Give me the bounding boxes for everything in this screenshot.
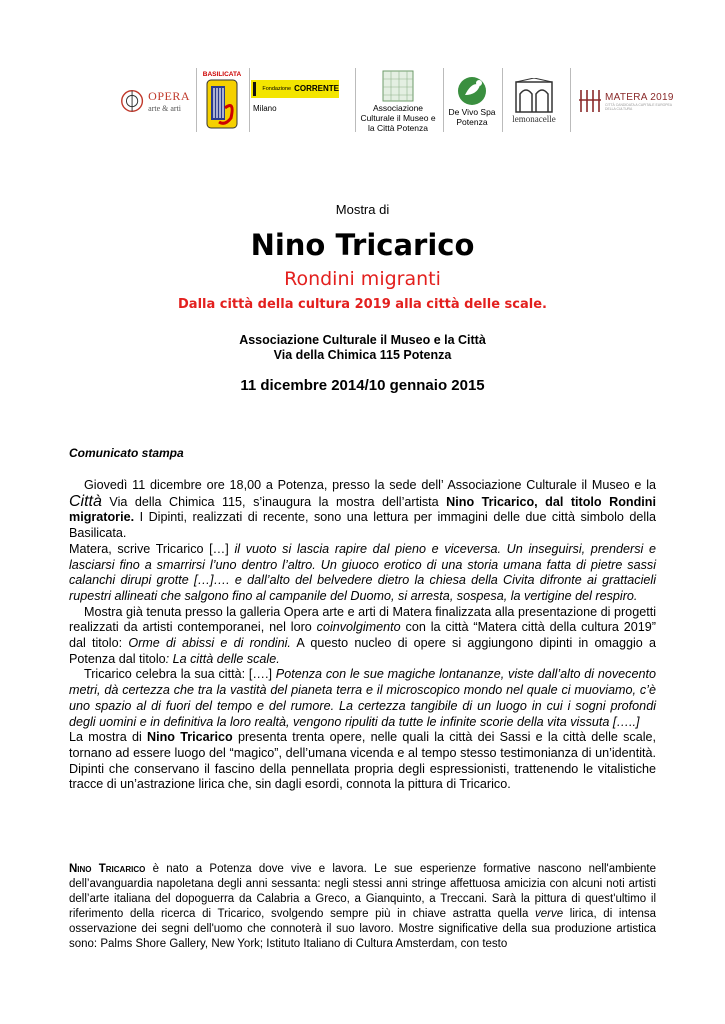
exhibition-dates: 11 dicembre 2014/10 gennaio 2015 [240, 377, 485, 394]
artist-name: Nino Tricarico [250, 228, 475, 262]
corrente-brand: CORRENTE [294, 84, 339, 93]
press-release-heading: Comunicato stampa [69, 446, 184, 460]
sponsor-logos [118, 66, 678, 136]
basilicata-logo [200, 66, 244, 136]
monastery-arch-icon [514, 78, 554, 114]
venue-address: Via della Chimica 115 Potenza [273, 348, 452, 362]
exhibition-kicker: Mostra di [335, 202, 390, 217]
devivo-logo [446, 66, 498, 136]
museo-citta-logo [358, 66, 438, 136]
artist-biography: Nino Tricarico è nato a Potenza dove vive e lavora. Le sue esperienze formative nascono nell'ambiente dell’avanguardia napoletana degli anni sessanta: negli stessi anni stringe affettuosa amicizia con alcuni noti artisti dell’arte italiana del dopoguerra da Calabria a Greco, a Gianquinto, a Treccani. Sarà la pittura di quest'ultimo il riferimento della ricerca di Tricarico, svolgendo sempre più in chiave astratta quella verve lirica, di intensa osservazione dei segni dell'uomo che connoterà il suo lavoro. Mostre significative della sua produzione artistica sono: Palms Shore Gallery, New York; Istituto Italiano di Cultura Amsterdam, con testo [69, 863, 656, 950]
basilicata-crest-icon [205, 78, 239, 132]
matera2019-logo [576, 66, 678, 136]
paragraph-5: La mostra di Nino Tricarico presenta trenta opere, nelle quali la città dei Sassi e la città delle scale, tornano ad essere luogo del “magico”, dell’umana vicenda e al tempo stesso testimonianza di un’identità. Dipinti che conservano il fascino della pennellata propria degli espressionisti, trattenendo le vitalistiche tracce di un’astrazione lirica che, sin dagli esordi, connota la pittura di Tricarico. [69, 730, 656, 792]
basilicata-label: BASILICATA [202, 70, 242, 78]
venue-name: Associazione Culturale il Museo e la Città [239, 333, 486, 347]
matera-symbol-icon [577, 86, 603, 116]
paragraph-2: Matera, scrive Tricarico […] il vuoto si lascia rapire dal pieno e viceversa. Un inseguirsi, prendersi e lasciarsi fino a smarrirsi l’uno dentro l’altro. Un giuoco erotico di una storia umana fatta di pietre sassi calanchi dirupi grotte […]…. e dall’alto del belvedere dietro la chiesa della Civita difronte ai grattacieli rupestri allineati che salgono fino al campanile del Duomo, si arresta, sospesa, la vertigine del respiro. [69, 541, 656, 603]
corrente-city: Milano [253, 103, 277, 113]
museo-citta-label: Associazione Culturale il Museo e la Città Potenza [360, 103, 436, 133]
corrente-logo [251, 66, 343, 136]
matera-subtitle: CITTÀ CANDIDATA A CAPITALE EUROPEA DELLA CULTURA [605, 102, 672, 111]
opera-logo-subtitle: arte & arti [148, 104, 182, 113]
paragraph-4: Tricarico celebra la sua città: [….] Potenza con le sue magiche lontananze, viste dall’alto di novecento metri, dà certezza che tra la vastità del pianeta terra e il microscopico mondo nel quale ci muoviamo, c’è uno spazio al di fuori del tempo e del rumore. La certezza tangibile di un luogo in cui i sogni profondi degli uomini e in definitiva la loro realtà, vengono ripuliti da tutte le infinite scorie della vita vissuta […..] [69, 667, 656, 729]
museo-grid-icon [380, 69, 416, 103]
devivo-label: De Vivo Spa Potenza [448, 107, 496, 127]
exhibition-title: Rondini migranti [284, 268, 441, 290]
opera-logo [118, 66, 190, 136]
paragraph-3: Mostra già tenuta presso la galleria Opera arte e arti di Matera finalizzata alla presentazione di progetti realizzati da artisti contemporanei, nel loro coinvolgimento con la città “Matera città della cultura 2019” dal titolo: Orme di abissi e di rondini. A questo nucleo di opere si aggiungono dipinti in omaggio a Potenza dal titolo: La città delle scale. [69, 604, 656, 666]
lemonacelle-logo [504, 66, 564, 136]
venue-block [0, 333, 725, 363]
press-release-body [69, 478, 656, 793]
corrente-prefix: Fondazione [262, 85, 292, 92]
paragraph-1: Giovedì 11 dicembre ore 18,00 a Potenza, presso la sede dell’ Associazione Culturale il Museo e la Città Via della Chimica 115, s’inaugura la mostra dell’artista Nino Tricarico, dal titolo Rondini migratorie. I Dipinti, realizzati di recente, sono una lettura per immagini delle due città simbolo della Basilicata. [69, 478, 656, 541]
opera-emblem-icon [118, 86, 146, 116]
opera-logo-title: OPERA [148, 89, 190, 103]
lemonacelle-label: lemonacelle [512, 114, 556, 124]
exhibition-tagline: Dalla città della cultura 2019 alla città delle scale. [178, 297, 547, 312]
devivo-leaf-icon [455, 75, 489, 107]
matera-title: MATERA 2019 [605, 91, 674, 103]
bio-artist-name: Nino Tricarico [69, 863, 146, 875]
